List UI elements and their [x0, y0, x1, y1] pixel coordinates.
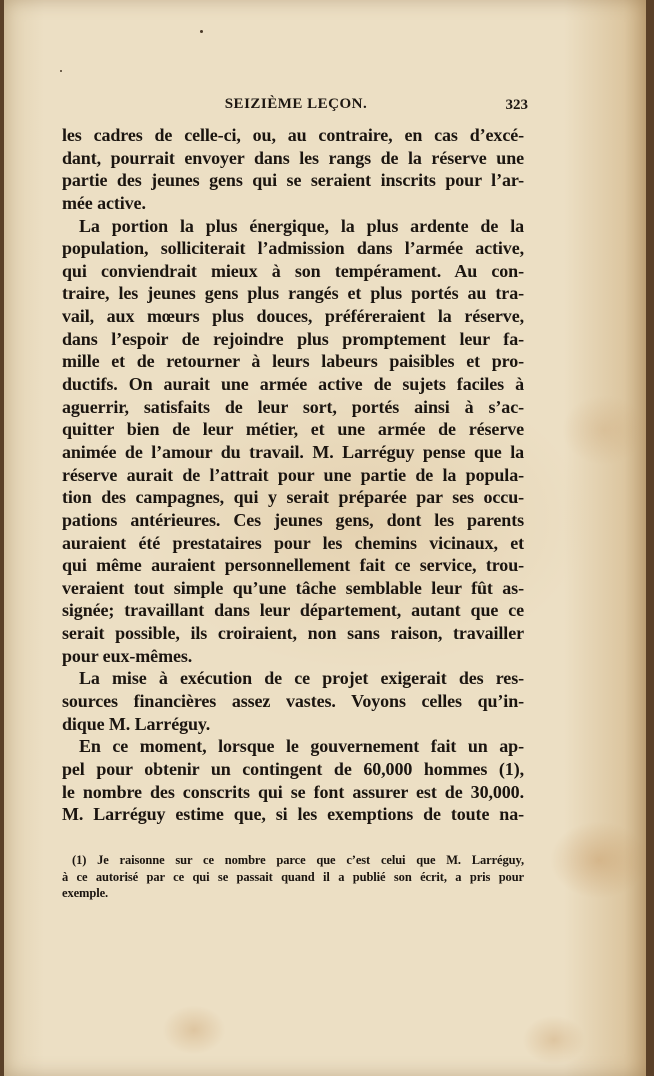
- text-line: ductifs. On aurait une armée active de sujets faciles à: [62, 374, 524, 395]
- page-number: 323: [505, 97, 528, 113]
- text-line: dans l’espoir de rejoindre plus promptement leur fa-: [62, 328, 524, 349]
- text-line: tion des campagnes, qui y serait préparée par ses occu-: [62, 487, 524, 508]
- text-line: animée de l’amour du travail. M. Larréguy pense que la: [62, 441, 524, 462]
- text-line: qui conviendrait mieux à son tempérament. Au con-: [62, 260, 524, 281]
- running-head: SEIZIÈME LEÇON.: [224, 96, 368, 112]
- text-line: population, solliciterait l’admission dans l’armée active,: [62, 238, 524, 259]
- text-line: partie des jeunes gens qui se seraient inscrits pour l’ar-: [62, 170, 524, 191]
- text-line: traire, les jeunes gens plus rangés et plus portés au tra-: [62, 283, 524, 304]
- text-line: M. Larréguy estime que, si les exemptions de toute na-: [62, 804, 524, 825]
- text-line: pel pour obtenir un contingent de 60,000 hommes (1),: [62, 758, 524, 779]
- ink-speck: [60, 70, 62, 72]
- text-line: aguerrir, satisfaits de leur sort, portés ainsi à s’ac-: [62, 396, 524, 417]
- text-line: La mise à exécution de ce projet exigerait des res-: [79, 668, 524, 689]
- text-line: En ce moment, lorsque le gouvernement fait un ap-: [79, 736, 524, 757]
- text-line: signée; travaillant dans leur département, autant que ce: [62, 600, 524, 621]
- page-header: [64, 96, 528, 118]
- text-line: le nombre des conscrits qui se font assurer est de 30,000.: [62, 781, 524, 802]
- text-line: dique M. Larréguy.: [62, 713, 211, 734]
- text-line: réserve aurait de l’attrait pour une partie de la popula-: [62, 464, 524, 485]
- text-line: qui même auraient personnellement fait ce service, trou-: [62, 555, 524, 576]
- text-line: serait possible, ils croiraient, non sans raison, travailler: [62, 623, 524, 644]
- footnote-line: exemple.: [62, 886, 109, 900]
- text-line: dant, pourrait envoyer dans les rangs de la réserve une: [62, 147, 524, 168]
- ink-speck: [200, 30, 203, 33]
- text-line: sources financières assez vastes. Voyons celles qu’in-: [62, 691, 524, 712]
- text-line: La portion la plus énergique, la plus ardente de la: [79, 215, 524, 236]
- text-line: vail, aux mœurs plus douces, préféreraient la réserve,: [62, 306, 524, 327]
- footnote-line: à ce autorisé par ce qui se passait quand il a publié son écrit, a pris pour: [62, 869, 524, 884]
- book-page: [4, 0, 646, 1076]
- text-line: auraient été prestataires pour les chemins vicinaux, et: [62, 532, 524, 553]
- footnote: [62, 852, 524, 902]
- text-line: pour eux-mêmes.: [62, 645, 193, 666]
- text-line: quitter bien de leur métier, et une armée de réserve: [62, 419, 524, 440]
- text-line: mée active.: [62, 192, 146, 213]
- text-line: mille et de retourner à leurs labeurs paisibles et pro-: [62, 351, 524, 372]
- text-line: les cadres de celle-ci, ou, au contraire, en cas d’excé-: [62, 125, 524, 145]
- text-line: veraient tout simple qu’une tâche semblable leur fût as-: [62, 577, 524, 598]
- footnote-line: (1) Je raisonne sur ce nombre parce que c’est celui que M. Larréguy,: [72, 853, 524, 867]
- body-text: [62, 124, 524, 826]
- text-line: pations antérieures. Ces jeunes gens, dont les parents: [62, 509, 524, 530]
